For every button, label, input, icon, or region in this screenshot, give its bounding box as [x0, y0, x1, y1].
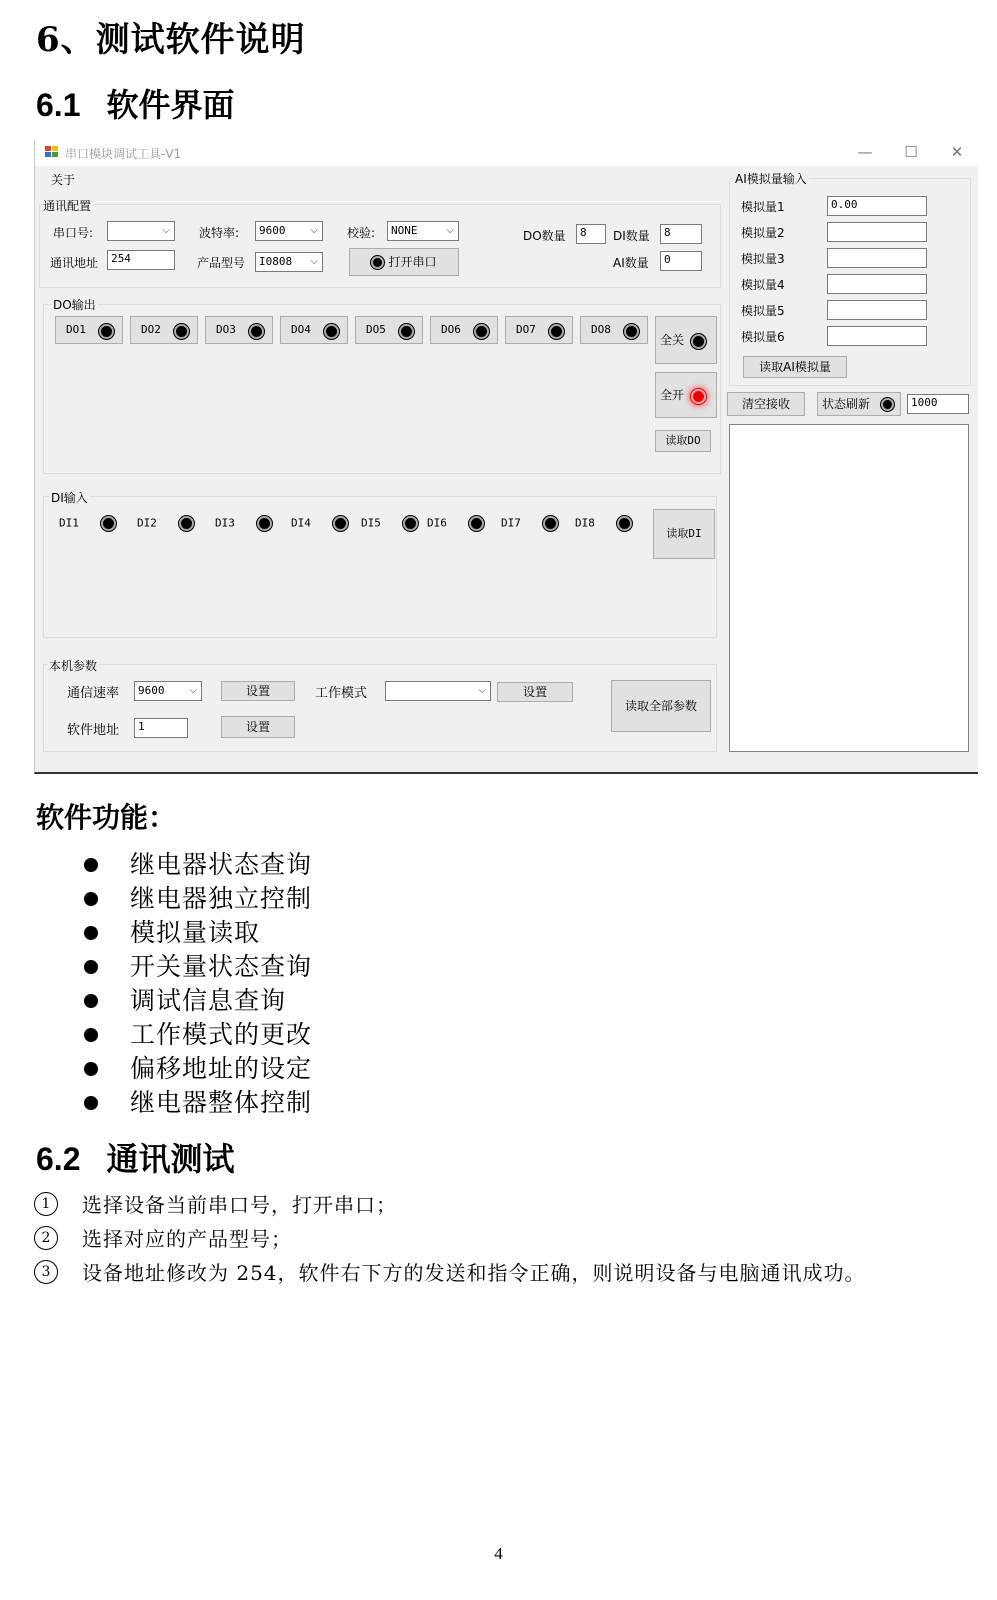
di-indicator-1: [59, 516, 116, 531]
bullet-icon: [84, 994, 98, 1008]
receive-log[interactable]: [729, 424, 969, 752]
baud-label: 波特率:: [199, 226, 240, 240]
do-label: DO5: [366, 323, 386, 336]
read-di-button[interactable]: 读取DI: [653, 509, 715, 559]
do-label: DO1: [66, 323, 86, 336]
app-window: [34, 140, 978, 774]
maximize-icon[interactable]: ☐: [904, 143, 918, 161]
do-button-2[interactable]: [130, 316, 198, 344]
read-ai-button[interactable]: 读取AI模拟量: [743, 356, 847, 378]
di-count-field[interactable]: 8: [660, 224, 702, 244]
clear-receive-button[interactable]: 清空接收: [727, 392, 805, 416]
menu-about[interactable]: 关于: [51, 173, 76, 187]
di-status-led: [617, 516, 632, 531]
chevron-down-icon: ⌵: [189, 685, 197, 696]
di-indicator-4: [291, 516, 348, 531]
title-bar: [35, 140, 978, 166]
app-icon: [45, 146, 59, 158]
open-port-button[interactable]: 打开串口: [349, 248, 459, 276]
local-params-label: 本机参数: [49, 659, 98, 673]
do-button-5[interactable]: [355, 316, 423, 344]
section-title: 6、测试软件说明: [36, 20, 306, 60]
all-on-led: [691, 389, 706, 404]
feature-text: 继电器状态查询: [130, 850, 313, 879]
address-label: 通讯地址: [50, 256, 99, 270]
di-status-led: [101, 516, 116, 531]
all-off-button[interactable]: 全关: [655, 316, 717, 364]
feature-text: 偏移地址的设定: [130, 1054, 313, 1083]
chevron-down-icon: ⌵: [446, 225, 454, 236]
do-label: DO2: [141, 323, 161, 336]
soft-addr-label: 软件地址: [67, 723, 120, 738]
di-label: DI5: [361, 516, 381, 530]
check-select[interactable]: NONE ⌵: [387, 221, 459, 241]
feature-text: 模拟量读取: [130, 918, 261, 947]
refresh-interval-field[interactable]: 1000: [907, 394, 969, 414]
di-label: DI1: [59, 516, 79, 530]
feature-text: 继电器独立控制: [130, 884, 313, 913]
do-button-1[interactable]: [55, 316, 123, 344]
mode-select[interactable]: [385, 681, 491, 701]
bullet-icon: [84, 960, 98, 974]
do-status-led: [249, 324, 264, 339]
feature-text: 调试信息查询: [130, 986, 287, 1015]
port-label: 串口号:: [53, 226, 94, 240]
do-status-led: [399, 324, 414, 339]
read-all-params-button[interactable]: 读取全部参数: [611, 680, 711, 732]
rate-label: 通信速率: [67, 686, 120, 701]
all-off-led: [691, 334, 706, 349]
di-label: DI8: [575, 516, 595, 530]
ai-value-field-2[interactable]: [827, 222, 927, 242]
port-select[interactable]: [107, 221, 175, 241]
all-on-button[interactable]: 全开: [655, 372, 717, 418]
read-do-button[interactable]: 读取DO: [655, 430, 711, 452]
set-mode-button[interactable]: 设置: [497, 682, 573, 702]
do-count-field[interactable]: 8: [576, 224, 606, 244]
do-label: DO8: [591, 323, 611, 336]
di-input-label: DI输入: [51, 491, 88, 505]
step-text: 选择设备当前串口号，打开串口；: [82, 1193, 397, 1217]
do-status-led: [99, 324, 114, 339]
comm-config-label: 通讯配置: [43, 199, 92, 213]
subsection-6-2: [36, 1134, 235, 1180]
di-status-led: [469, 516, 484, 531]
feature-text: 工作模式的更改: [130, 1020, 313, 1049]
di-indicator-2: [137, 516, 194, 531]
di-label: DI7: [501, 516, 521, 530]
minimize-icon[interactable]: —: [857, 143, 873, 161]
bullet-icon: [84, 1028, 98, 1042]
ai-label-4: 模拟量4: [741, 278, 785, 292]
features-title: 软件功能：: [36, 801, 177, 834]
do-label: DO6: [441, 323, 461, 336]
do-button-6[interactable]: [430, 316, 498, 344]
chevron-down-icon: ⌵: [478, 685, 486, 696]
close-icon[interactable]: ✕: [950, 143, 964, 161]
step-number-icon: 1: [34, 1192, 58, 1216]
do-status-led: [624, 324, 639, 339]
check-label: 校验:: [347, 226, 376, 240]
window-title: 串口模块调试工具-V1: [65, 147, 182, 161]
set-addr-button[interactable]: 设置: [221, 716, 295, 738]
ai-value-field-1[interactable]: 0.00: [827, 196, 927, 216]
do-button-3[interactable]: [205, 316, 273, 344]
do-label: DO3: [216, 323, 236, 336]
chevron-down-icon: ⌵: [162, 225, 170, 236]
subsection-6-1: [36, 80, 235, 126]
port-status-led: [371, 256, 384, 269]
subsection-label: 软件界面: [106, 86, 235, 124]
ai-value-field-3[interactable]: [827, 248, 927, 268]
ai-value-field-4[interactable]: [827, 274, 927, 294]
step-number-icon: 2: [34, 1226, 58, 1250]
page-number: 4: [494, 1544, 503, 1563]
chevron-down-icon: ⌵: [310, 225, 318, 236]
mode-label: 工作模式: [315, 686, 368, 701]
do-status-led: [474, 324, 489, 339]
do-label: DO7: [516, 323, 536, 336]
step-text: 选择对应的产品型号；: [82, 1227, 292, 1251]
bullet-icon: [84, 892, 98, 906]
do-status-led: [174, 324, 189, 339]
ai-label-3: 模拟量3: [741, 252, 785, 266]
di-indicator-3: [215, 516, 272, 531]
do-label: DO4: [291, 323, 311, 336]
di-indicator-5: [361, 516, 418, 531]
subsection-number: 6.2: [36, 1141, 81, 1177]
status-refresh-button[interactable]: 状态刷新: [817, 392, 901, 416]
address-field[interactable]: 254: [107, 250, 175, 270]
bullet-icon: [84, 1096, 98, 1110]
step-number-icon: 3: [34, 1260, 58, 1284]
do-status-led: [549, 324, 564, 339]
di-status-led: [179, 516, 194, 531]
feature-text: 开关量状态查询: [130, 952, 313, 981]
model-select[interactable]: I0808 ⌵: [255, 252, 323, 272]
model-label: 产品型号: [197, 256, 246, 270]
ai-label-5: 模拟量5: [741, 304, 785, 318]
ai-label-2: 模拟量2: [741, 226, 785, 240]
ai-value-field-6[interactable]: [827, 326, 927, 346]
set-rate-button[interactable]: 设置: [221, 681, 295, 701]
do-button-4[interactable]: [280, 316, 348, 344]
bullet-icon: [84, 1062, 98, 1076]
ai-value-field-5[interactable]: [827, 300, 927, 320]
bullet-icon: [84, 858, 98, 872]
do-output-label: DO输出: [53, 298, 96, 312]
do-button-7[interactable]: [505, 316, 573, 344]
rate-select[interactable]: 9600 ⌵: [134, 681, 202, 701]
do-count-label: DO数量: [523, 229, 566, 243]
di-label: DI3: [215, 516, 235, 530]
ai-count-label: AI数量: [613, 256, 649, 270]
di-status-led: [403, 516, 418, 531]
di-indicator-6: [427, 516, 484, 531]
refresh-led: [881, 398, 894, 411]
ai-label-6: 模拟量6: [741, 330, 785, 344]
baud-select[interactable]: 9600 ⌵: [255, 221, 323, 241]
do-button-8[interactable]: [580, 316, 648, 344]
di-label: DI4: [291, 516, 311, 530]
ai-input-label: AI模拟量输入: [735, 172, 807, 186]
di-count-label: DI数量: [613, 229, 650, 243]
subsection-label: 通讯测试: [106, 1140, 235, 1178]
bullet-icon: [84, 926, 98, 940]
di-status-led: [257, 516, 272, 531]
ai-label-1: 模拟量1: [741, 200, 785, 214]
step-text: 设备地址修改为 254，软件右下方的发送和指令正确，则说明设备与电脑通讯成功。: [82, 1261, 866, 1285]
di-status-led: [333, 516, 348, 531]
di-indicator-8: [575, 516, 632, 531]
do-status-led: [324, 324, 339, 339]
di-label: DI6: [427, 516, 447, 530]
subsection-number: 6.1: [36, 87, 81, 123]
di-indicator-7: [501, 516, 558, 531]
soft-addr-field[interactable]: 1: [134, 718, 188, 738]
ai-count-field[interactable]: 0: [660, 251, 702, 271]
di-label: DI2: [137, 516, 157, 530]
chevron-down-icon: ⌵: [310, 256, 318, 267]
menu-bar: [35, 166, 725, 190]
feature-text: 继电器整体控制: [130, 1088, 313, 1117]
di-status-led: [543, 516, 558, 531]
